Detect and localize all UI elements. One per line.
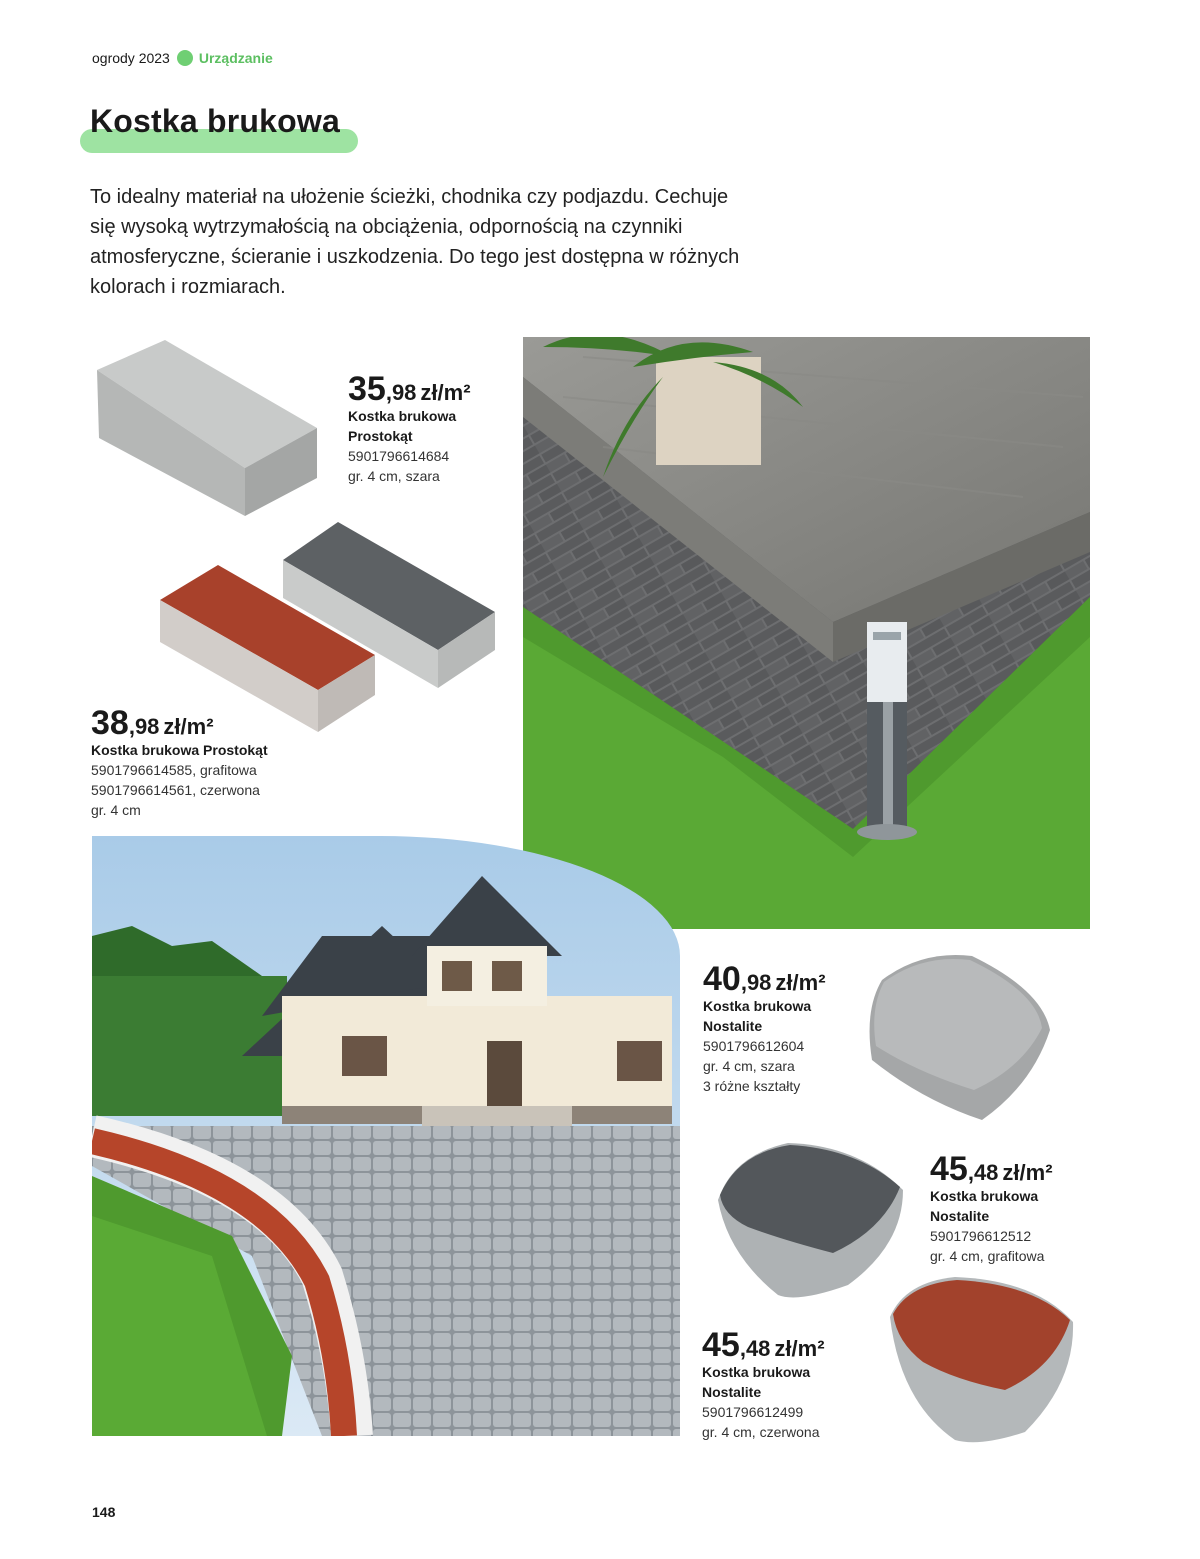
brick-grey-rectangle-image <box>95 338 320 523</box>
brick-grey-nostalite-image <box>862 950 1057 1130</box>
product-4-line: gr. 4 cm, grafitowa <box>930 1248 1045 1264</box>
brick-red-nostalite-image <box>885 1272 1080 1452</box>
product-2-line: 5901796614585, grafitowa <box>91 762 257 778</box>
product-3-line: 3 różne kształty <box>703 1078 801 1094</box>
product-2-line: 5901796614561, czerwona <box>91 782 260 798</box>
product-1-name: Kostka brukowa Prostokąt <box>348 408 457 444</box>
product-5-line: 5901796612499 <box>702 1404 804 1420</box>
price-4-unit: zł/m² <box>1002 1160 1053 1185</box>
price-1 <box>348 372 498 406</box>
section-dot-icon <box>177 50 193 66</box>
product-5-line: gr. 4 cm, czerwona <box>702 1424 820 1440</box>
price-3-unit: zł/m² <box>775 970 826 995</box>
price-3 <box>703 962 843 996</box>
catalog-brand: ogrody 2023 <box>92 50 170 66</box>
price-2 <box>91 706 268 740</box>
product-3-name: Kostka brukowa Nostalite <box>703 998 812 1034</box>
product-3-line: 5901796612604 <box>703 1038 805 1054</box>
price-3-int: 40 <box>703 960 741 998</box>
product-4-name: Kostka brukowa Nostalite <box>930 1188 1039 1224</box>
terrace-photo <box>523 337 1090 929</box>
intro-paragraph: To idealny materiał na ułożenie ścieżki, chodnika czy podjazdu. Cechuje się wysoką wytrzymałością na obciążenia, odpornością na czynniki atmosferyczne, ścieranie i uszkodzenia. Do tego jest dostępna w różnych kolorach i rozmiarach. <box>90 186 740 298</box>
product-card-3 <box>703 962 843 1096</box>
product-card-1 <box>348 372 498 486</box>
product-2-line: gr. 4 cm <box>91 802 141 818</box>
price-5-dec: ,48 <box>739 1336 771 1361</box>
price-5-int: 45 <box>702 1326 740 1364</box>
page-title: Kostka brukowa <box>90 103 340 139</box>
price-1-int: 35 <box>348 370 386 408</box>
product-2-name: Kostka brukowa Prostokąt <box>91 742 268 758</box>
product-1-line: gr. 4 cm, szara <box>348 468 440 484</box>
product-1-line: 5901796614684 <box>348 448 450 464</box>
product-3-line: gr. 4 cm, szara <box>703 1058 795 1074</box>
price-5-unit: zł/m² <box>774 1336 825 1361</box>
page-header <box>92 50 273 66</box>
price-5 <box>702 1328 842 1362</box>
price-1-dec: ,98 <box>385 380 417 405</box>
product-card-2 <box>91 706 268 820</box>
product-4-line: 5901796612512 <box>930 1228 1032 1244</box>
price-3-dec: ,98 <box>740 970 772 995</box>
house-photo <box>92 836 680 1436</box>
page-number: 148 <box>92 1504 116 1520</box>
brick-graphite-nostalite-image <box>708 1135 908 1310</box>
price-4-dec: ,48 <box>967 1160 999 1185</box>
product-card-4 <box>930 1152 1070 1266</box>
price-4-int: 45 <box>930 1150 968 1188</box>
price-2-dec: ,98 <box>128 714 160 739</box>
price-4 <box>930 1152 1070 1186</box>
title-block <box>80 103 340 140</box>
section-name: Urządzanie <box>198 50 273 66</box>
product-5-name: Kostka brukowa Nostalite <box>702 1364 811 1400</box>
price-2-unit: zł/m² <box>163 714 214 739</box>
price-1-unit: zł/m² <box>420 380 471 405</box>
product-card-5 <box>702 1328 842 1442</box>
price-2-int: 38 <box>91 704 129 742</box>
